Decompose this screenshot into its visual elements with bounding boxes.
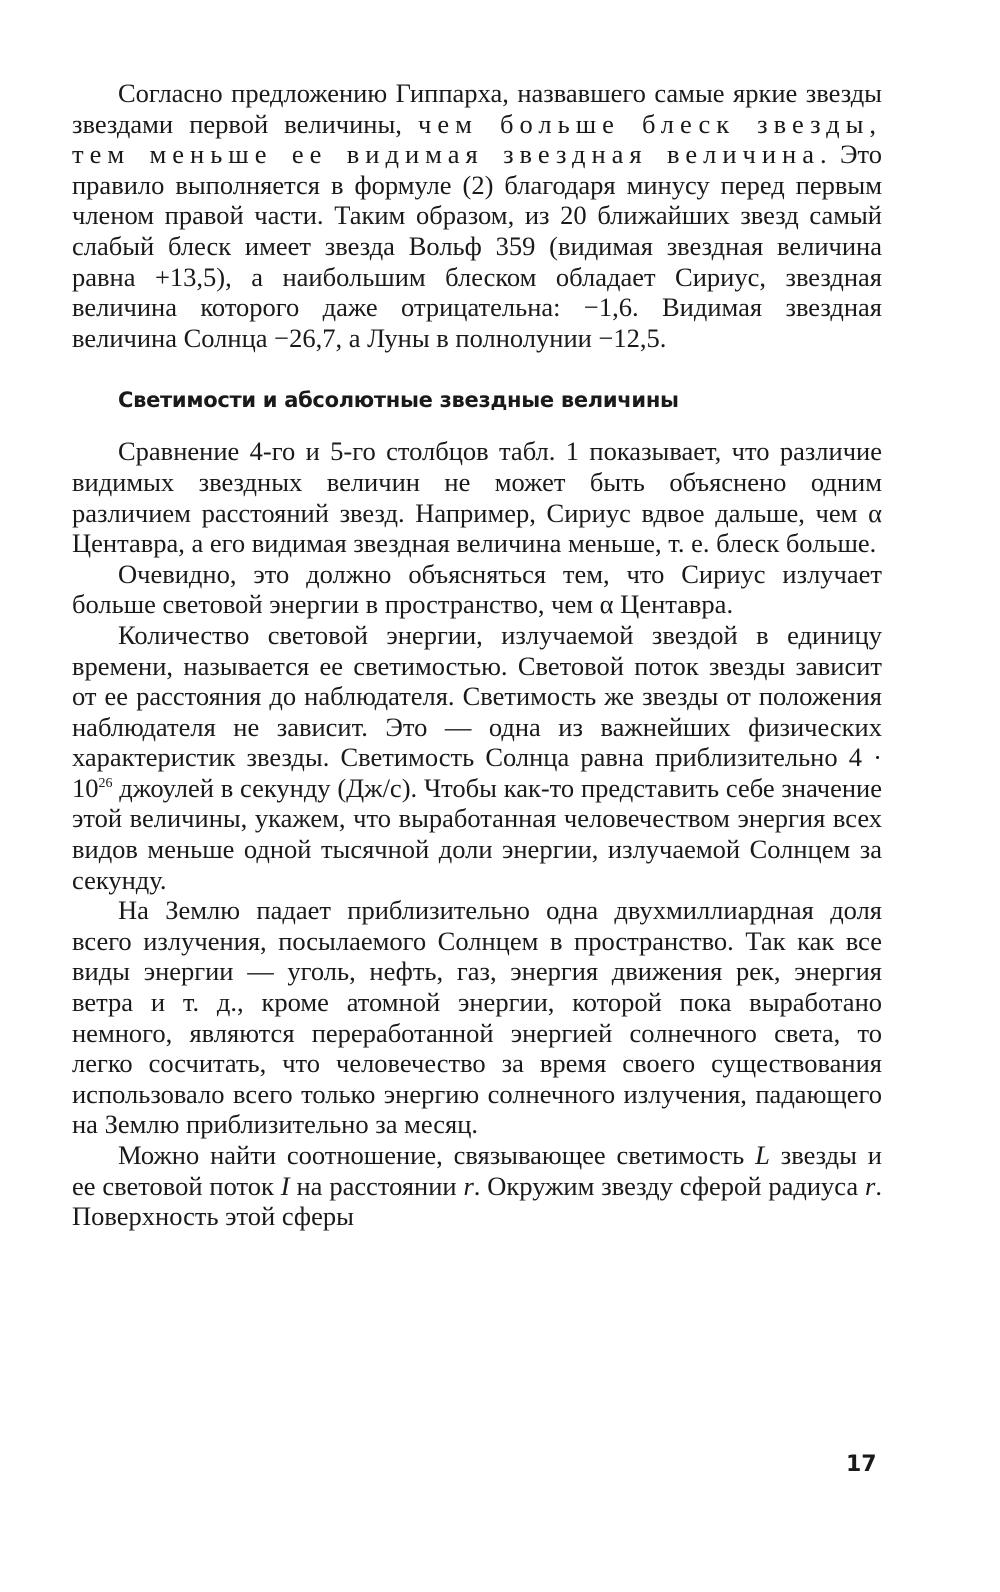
emphasized-text: чем больше блеск звезды, тем меньше ее видимая звездная величина [72,108,882,170]
paragraph-text: . Поверхность этой сферы [72,1170,882,1232]
page-number: 17 [846,1452,877,1477]
exponent: 26 [98,776,113,792]
paragraph-relation [72,1140,882,1232]
variable-r: r [865,1170,876,1201]
variable-L: L [755,1140,770,1170]
paragraph-text: Согласно предложению Гиппарха, назвавшего самые яркие звезды звездами первой величины, [72,78,882,139]
paragraph-comparison: Сравнение 4-го и 5-го столбцов табл. 1 показывает, что различие видимых звездных величин не может быть объяснено одним различием расстояний звезд. Например, Сириус вдвое дальше, чем α Центавра, а его видимая звездная величина меньше, т. е. блеск больше. [72,436,882,559]
paragraph-text: джоулей в секунду (Дж/с). Чтобы как-то представить себе значение этой величины, укажем, что выработанная человечеством энергия всех видов меньше одной тысячной доли энергии, излучаемой Солнцем за секунду. [72,772,882,895]
paragraph-text: Количество световой энергии, излучаемой звездой в единицу времени, называется ее светимостью. Световой поток звезды зависит от ее расстояния до наблюдателя. Светимость же звезды от положения наблюдателя не зависит. Это — одна из важнейших физических характеристик звезды. Светимость Солнца равна приблизительно 4 · 10 [72,619,882,803]
paragraph-sirius: Очевидно, это должно объясняться тем, что Сириус излучает больше световой энергии в пространство, чем α Центавра. [72,558,882,620]
paragraph-text: звезды и ее световой поток [72,1140,882,1201]
section-heading: Светимости и абсолютные звездные величины [118,388,679,413]
paragraph-text: . Это правило выполняется в формуле (2) благодаря минусу перед первым членом правой части. Таким образом, из 20 ближайших звезд самый слабый блеск имеет звезда Вольф 359 (видимая звездная величина равна +13,5), а наибольшим блеском обладает Сириус, звездная величина которого даже отрицательна: −1,6. Видимая звездная величина Солнца −26,7, а Луны в полнолунии −12,5. [72,139,882,353]
paragraph-luminosity [72,620,882,895]
paragraph-earth-energy: На Землю падает приблизительно одна двухмиллиардная доля всего излучения, посылаемого Солнцем в пространство. Так как все виды энергии — уголь, нефть, газ, энергия движения рек, энергия ветра и т. д., кроме атомной энергии, которой пока выработано немного, являются переработанной энергией солнечного света, то легко сосчитать, что человечество за время своего существования использовало всего только энергию солнечного излучения, падающего на Землю приблизительно за месяц. [72,895,882,1140]
paragraph-text: Можно найти соотношение, связывающее светимость [118,1140,756,1170]
variable-r: r [463,1170,474,1201]
page-content [72,78,882,1232]
variable-I: I [280,1170,290,1201]
paragraph-magnitude-rule [72,78,882,353]
paragraph-text: на расстоянии [289,1170,464,1201]
paragraph-text: . Окружим звезду сферой радиуса [473,1170,866,1201]
